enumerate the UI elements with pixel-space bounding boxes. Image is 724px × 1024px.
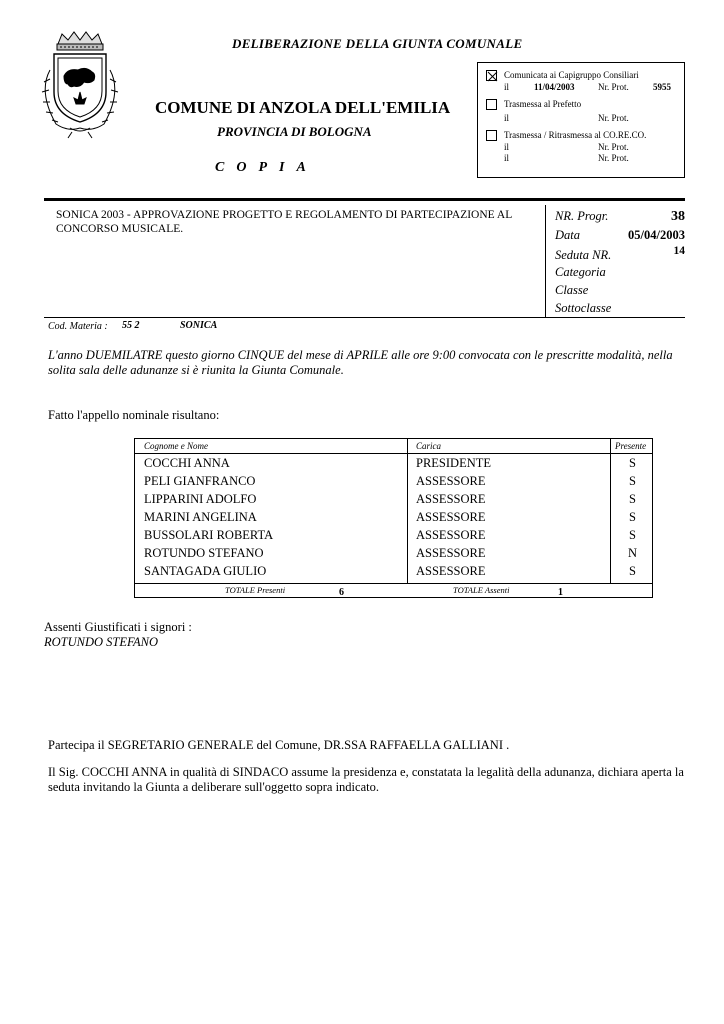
header-divider [135, 453, 652, 454]
data-label: Data [555, 228, 580, 242]
communication-box [477, 62, 685, 178]
divider-top [44, 198, 685, 201]
comm-il: il [504, 142, 510, 152]
totale-assenti-value: 1 [558, 587, 563, 598]
header-name: Cognome e Nome [144, 441, 208, 451]
cod-materia-desc: SONICA [180, 320, 218, 331]
check-x-icon [487, 71, 498, 82]
seduta-value: 14 [673, 245, 685, 257]
classe-label: Classe [555, 283, 589, 297]
comm-nr-prot-label: Nr. Prot. [598, 113, 629, 123]
divider-bottom [44, 317, 685, 318]
deliberation-subject: SONICA 2003 - APPROVAZIONE PROGETTO E REGOLAMENTO DI PARTECIPAZIONE AL CONCORSO MUSICALE. [56, 209, 512, 235]
member-role: ASSESSORE [416, 510, 486, 524]
totals-divider [135, 583, 652, 584]
comm-il-2: il [504, 153, 510, 163]
totale-assenti-label: TOTALE Assenti [453, 585, 510, 595]
member-name: SANTAGADA GIULIO [144, 564, 267, 578]
table-row [135, 455, 652, 473]
member-present: N [627, 546, 638, 560]
session-intro: L'anno DUEMILATRE questo giorno CINQUE del mese di APRILE alle ore 9:00 convocata con le prescritte modalità, nella solita sala delle adunanze si è riunita la Giunta Comunale. [48, 348, 673, 377]
comm-date: 11/04/2003 [534, 82, 575, 92]
member-name: ROTUNDO STEFANO [144, 546, 264, 560]
table-row [135, 563, 652, 581]
appello-text: Fatto l'appello nominale risultano: [48, 408, 220, 422]
nr-progr-label: NR. Progr. [555, 209, 609, 223]
header-present: Presente [615, 441, 647, 451]
totale-presenti-value: 6 [339, 587, 344, 598]
meta-divider [545, 205, 546, 317]
coat-of-arms-emblem [30, 30, 130, 140]
checkbox-capigruppo[interactable] [486, 70, 497, 81]
comm-nr-prot-value: 5955 [653, 82, 671, 92]
member-role: ASSESSORE [416, 564, 486, 578]
member-present: S [629, 456, 636, 470]
comm-il: il [504, 82, 510, 92]
attendance-table [134, 438, 653, 598]
segretario-text: Partecipa il SEGRETARIO GENERALE del Comune, DR.SSA RAFFAELLA GALLIANI . [48, 738, 510, 752]
sottoclasse-label: Sottoclasse [555, 301, 612, 315]
member-present: S [629, 564, 636, 578]
member-present: S [629, 492, 636, 506]
member-name: BUSSOLARI ROBERTA [144, 528, 274, 542]
data-value: 05/04/2003 [628, 228, 685, 242]
table-row [135, 509, 652, 527]
table-row [135, 545, 652, 563]
member-present: S [629, 474, 636, 488]
member-role: ASSESSORE [416, 528, 486, 542]
copia-label: COPIA [215, 160, 318, 175]
header-role: Carica [416, 441, 442, 451]
member-present: S [629, 510, 636, 524]
closing-text: Il Sig. COCCHI ANNA in qualità di SINDACO assume la presidenza e, constatata la legalità della adunanza, dichiara aperta la seduta invitando la Giunta a deliberare sull'oggetto sopra indicato. [48, 765, 684, 794]
member-name: MARINI ANGELINA [144, 510, 257, 524]
cod-materia-code: 55 2 [122, 320, 140, 331]
cod-materia-label: Cod. Materia : [48, 321, 108, 332]
member-role: PRESIDENTE [416, 456, 491, 470]
comm-nr-prot-label-2: Nr. Prot. [598, 153, 629, 163]
member-role: ASSESSORE [416, 546, 486, 560]
comm-nr-prot-label: Nr. Prot. [598, 142, 629, 152]
seduta-label: Seduta NR. [555, 248, 612, 262]
checkbox-coreco[interactable] [486, 130, 497, 141]
table-row [135, 491, 652, 509]
member-role: ASSESSORE [416, 492, 486, 506]
assenti-label: Assenti Giustificati i signori : [44, 620, 192, 634]
comm-il: il [504, 113, 510, 123]
nr-progr-value: 38 [671, 209, 685, 224]
table-row [135, 473, 652, 491]
table-row [135, 527, 652, 545]
comm-label-coreco: Trasmessa / Ritrasmessa al CO.RE.CO. [504, 130, 647, 140]
totale-presenti-label: TOTALE Presenti [225, 585, 286, 595]
comm-label-prefetto: Trasmessa al Prefetto [504, 99, 582, 109]
member-present: S [629, 528, 636, 542]
provincia-name: PROVINCIA DI BOLOGNA [217, 124, 372, 139]
comm-nr-prot-label: Nr. Prot. [598, 82, 629, 92]
member-name: PELI GIANFRANCO [144, 474, 256, 488]
comm-label-capigruppo: Comunicata ai Capigruppo Consiliari [504, 70, 639, 80]
comune-name: COMUNE DI ANZOLA DELL'EMILIA [155, 98, 451, 117]
document-title: DELIBERAZIONE DELLA GIUNTA COMUNALE [232, 36, 523, 51]
categoria-label: Categoria [555, 265, 606, 279]
checkbox-prefetto[interactable] [486, 99, 497, 110]
member-name: LIPPARINI ADOLFO [144, 492, 257, 506]
member-name: COCCHI ANNA [144, 456, 230, 470]
assenti-names: ROTUNDO STEFANO [44, 635, 159, 649]
member-role: ASSESSORE [416, 474, 486, 488]
